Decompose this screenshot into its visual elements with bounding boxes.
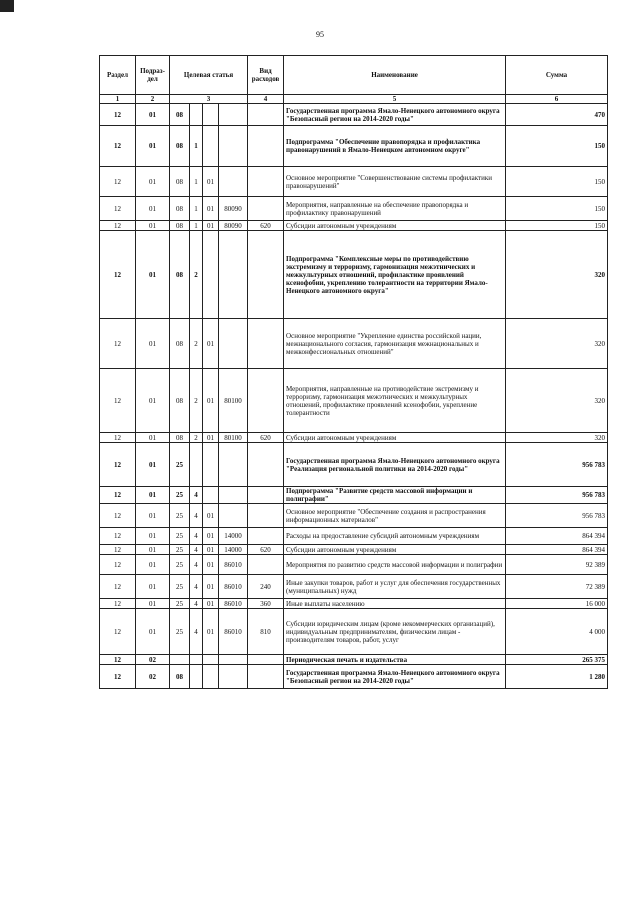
expense-type-cell: 620 [248, 545, 284, 555]
expense-type-cell [248, 104, 284, 126]
table-row [100, 126, 608, 167]
program-code-cell: 25 [170, 487, 190, 504]
program-code-cell: 08 [170, 221, 190, 231]
podrazdel-cell: 01 [136, 609, 170, 655]
table-row [100, 609, 608, 655]
header-tselevaya-statya: Целевая статья [170, 56, 248, 95]
amount-cell: 150 [506, 167, 608, 197]
measure-code-cell: 01 [203, 609, 219, 655]
amount-cell: 150 [506, 221, 608, 231]
name-cell: Государственная программа Ямало-Ненецкого автономного округа "Безопасный регион на 2014-2020 годы" [284, 104, 506, 126]
razdel-cell: 12 [100, 665, 136, 689]
direction-code-cell: 14000 [219, 545, 248, 555]
podrazdel-cell: 01 [136, 319, 170, 369]
header-podrazdel: Подраз- дел [136, 56, 170, 95]
measure-code-cell: 01 [203, 555, 219, 575]
name-cell: Мероприятия по развитию средств массовой информации и полиграфии [284, 555, 506, 575]
podrazdel-cell: 01 [136, 599, 170, 609]
subprogram-code-cell: 4 [190, 528, 203, 545]
measure-code-cell [203, 655, 219, 665]
podrazdel-cell: 01 [136, 197, 170, 221]
direction-code-cell [219, 487, 248, 504]
amount-cell: 320 [506, 231, 608, 319]
razdel-cell: 12 [100, 575, 136, 599]
index-cell: 4 [248, 95, 284, 104]
razdel-cell: 12 [100, 599, 136, 609]
expense-type-cell [248, 443, 284, 487]
expense-type-cell [248, 487, 284, 504]
expense-type-cell [248, 319, 284, 369]
podrazdel-cell: 01 [136, 104, 170, 126]
razdel-cell: 12 [100, 221, 136, 231]
name-cell: Расходы на предоставление субсидий автономным учреждениям [284, 528, 506, 545]
expense-type-cell [248, 231, 284, 319]
podrazdel-cell: 01 [136, 369, 170, 433]
program-code-cell: 25 [170, 575, 190, 599]
podrazdel-cell: 01 [136, 231, 170, 319]
podrazdel-cell: 01 [136, 545, 170, 555]
measure-code-cell: 01 [203, 575, 219, 599]
name-cell: Государственная программа Ямало-Ненецкого автономного округа "Безопасный регион на 2014-2020 годы" [284, 665, 506, 689]
podrazdel-cell: 01 [136, 221, 170, 231]
amount-cell: 4 000 [506, 609, 608, 655]
name-cell: Подпрограмма "Развитие средств массовой информации и полиграфии" [284, 487, 506, 504]
header-naimenovanie: Наименование [284, 56, 506, 95]
subprogram-code-cell: 4 [190, 555, 203, 575]
measure-code-cell: 01 [203, 319, 219, 369]
direction-code-cell [219, 167, 248, 197]
program-code-cell: 08 [170, 104, 190, 126]
measure-code-cell [203, 104, 219, 126]
expense-type-cell: 810 [248, 609, 284, 655]
program-code-cell: 08 [170, 665, 190, 689]
name-cell: Основное мероприятие "Укрепление единства российской нации, межнационального согласия, гармонизация межнациональных и межконфессиональных отношений" [284, 319, 506, 369]
razdel-cell: 12 [100, 545, 136, 555]
subprogram-code-cell: 2 [190, 433, 203, 443]
measure-code-cell: 01 [203, 167, 219, 197]
index-cell: 2 [136, 95, 170, 104]
measure-code-cell: 01 [203, 433, 219, 443]
expense-type-cell [248, 167, 284, 197]
subprogram-code-cell [190, 665, 203, 689]
razdel-cell: 12 [100, 487, 136, 504]
table-row [100, 545, 608, 555]
subprogram-code-cell: 2 [190, 231, 203, 319]
razdel-cell: 12 [100, 504, 136, 528]
table-row [100, 599, 608, 609]
program-code-cell: 08 [170, 126, 190, 167]
name-cell: Основное мероприятие "Обеспечение создания и распространения информационных материалов" [284, 504, 506, 528]
program-code-cell: 25 [170, 443, 190, 487]
table-row [100, 319, 608, 369]
direction-code-cell: 86010 [219, 555, 248, 575]
podrazdel-cell: 01 [136, 555, 170, 575]
razdel-cell: 12 [100, 369, 136, 433]
amount-cell: 956 783 [506, 487, 608, 504]
name-cell: Субсидии юридическим лицам (кроме некоммерческих организаций), индивидуальным предпринимателям, физическим лицам - производителям товаров, работ, услуг [284, 609, 506, 655]
measure-code-cell [203, 443, 219, 487]
subprogram-code-cell: 4 [190, 504, 203, 528]
measure-code-cell: 01 [203, 221, 219, 231]
razdel-cell: 12 [100, 609, 136, 655]
expense-type-cell: 360 [248, 599, 284, 609]
header-vid-raskhodov: Вид расходов [248, 56, 284, 95]
razdel-cell: 12 [100, 104, 136, 126]
program-code-cell: 25 [170, 504, 190, 528]
program-code-cell: 08 [170, 433, 190, 443]
expense-type-cell: 620 [248, 221, 284, 231]
podrazdel-cell: 02 [136, 665, 170, 689]
column-index-row [100, 95, 608, 104]
subprogram-code-cell [190, 443, 203, 487]
subprogram-code-cell: 1 [190, 197, 203, 221]
measure-code-cell [203, 487, 219, 504]
razdel-cell: 12 [100, 319, 136, 369]
program-code-cell: 25 [170, 609, 190, 655]
program-code-cell: 08 [170, 369, 190, 433]
podrazdel-cell: 01 [136, 575, 170, 599]
table-row [100, 504, 608, 528]
expense-type-cell [248, 528, 284, 545]
table-row [100, 369, 608, 433]
podrazdel-cell: 01 [136, 528, 170, 545]
subprogram-code-cell: 4 [190, 609, 203, 655]
direction-code-cell: 86010 [219, 575, 248, 599]
index-cell: 1 [100, 95, 136, 104]
table-row [100, 231, 608, 319]
measure-code-cell: 01 [203, 197, 219, 221]
direction-code-cell [219, 104, 248, 126]
index-cell: 6 [506, 95, 608, 104]
podrazdel-cell: 01 [136, 487, 170, 504]
table-row [100, 443, 608, 487]
amount-cell: 72 389 [506, 575, 608, 599]
name-cell: Государственная программа Ямало-Ненецкого автономного округа "Реализация региональной политики на 2014-2020 годы" [284, 443, 506, 487]
index-cell: 3 [170, 95, 248, 104]
page-number: 95 [316, 30, 324, 39]
direction-code-cell [219, 665, 248, 689]
name-cell: Иные выплаты населению [284, 599, 506, 609]
table-row [100, 655, 608, 665]
name-cell: Подпрограмма "Комплексные меры по противодействию экстремизму и терроризму, гармонизация межэтнических и межкультурных отношений, профилактике проявлений ксенофобии, укреплению толерантности на территории Ямало-Ненецкого автономного округа" [284, 231, 506, 319]
table-row [100, 528, 608, 545]
expense-type-cell [248, 369, 284, 433]
subprogram-code-cell: 2 [190, 369, 203, 433]
subprogram-code-cell: 4 [190, 487, 203, 504]
podrazdel-cell: 01 [136, 443, 170, 487]
direction-code-cell [219, 126, 248, 167]
program-code-cell: 25 [170, 528, 190, 545]
amount-cell: 320 [506, 433, 608, 443]
table-row [100, 665, 608, 689]
table-row [100, 433, 608, 443]
table-row [100, 221, 608, 231]
razdel-cell: 12 [100, 528, 136, 545]
expense-type-cell [248, 504, 284, 528]
program-code-cell: 25 [170, 555, 190, 575]
podrazdel-cell: 01 [136, 126, 170, 167]
program-code-cell: 25 [170, 545, 190, 555]
direction-code-cell: 86010 [219, 599, 248, 609]
program-code-cell: 08 [170, 231, 190, 319]
podrazdel-cell: 01 [136, 167, 170, 197]
expense-type-cell [248, 126, 284, 167]
table-row [100, 555, 608, 575]
measure-code-cell: 01 [203, 504, 219, 528]
razdel-cell: 12 [100, 167, 136, 197]
subprogram-code-cell: 4 [190, 545, 203, 555]
table-row [100, 167, 608, 197]
expense-type-cell [248, 665, 284, 689]
subprogram-code-cell [190, 655, 203, 665]
subprogram-code-cell: 1 [190, 167, 203, 197]
subprogram-code-cell: 4 [190, 599, 203, 609]
direction-code-cell [219, 231, 248, 319]
direction-code-cell: 14000 [219, 528, 248, 545]
amount-cell: 150 [506, 126, 608, 167]
program-code-cell: 08 [170, 197, 190, 221]
expense-type-cell [248, 197, 284, 221]
razdel-cell: 12 [100, 197, 136, 221]
name-cell: Иные закупки товаров, работ и услуг для обеспечения государственных (муниципальных) нужд [284, 575, 506, 599]
amount-cell: 92 389 [506, 555, 608, 575]
table-row [100, 487, 608, 504]
razdel-cell: 12 [100, 231, 136, 319]
direction-code-cell [219, 443, 248, 487]
expense-type-cell [248, 655, 284, 665]
index-cell: 5 [284, 95, 506, 104]
podrazdel-cell: 01 [136, 433, 170, 443]
direction-code-cell: 80090 [219, 197, 248, 221]
subprogram-code-cell [190, 104, 203, 126]
podrazdel-cell: 02 [136, 655, 170, 665]
name-cell: Мероприятия, направленные на обеспечение правопорядка и профилактику правонарушений [284, 197, 506, 221]
amount-cell: 265 375 [506, 655, 608, 665]
direction-code-cell [219, 319, 248, 369]
amount-cell: 320 [506, 319, 608, 369]
budget-table [99, 55, 608, 689]
measure-code-cell: 01 [203, 528, 219, 545]
subprogram-code-cell: 1 [190, 126, 203, 167]
direction-code-cell: 80090 [219, 221, 248, 231]
measure-code-cell [203, 665, 219, 689]
amount-cell: 864 394 [506, 528, 608, 545]
direction-code-cell: 80100 [219, 369, 248, 433]
measure-code-cell: 01 [203, 369, 219, 433]
amount-cell: 956 783 [506, 443, 608, 487]
header-summa: Сумма [506, 56, 608, 95]
direction-code-cell: 86010 [219, 609, 248, 655]
table-row [100, 197, 608, 221]
subprogram-code-cell: 4 [190, 575, 203, 599]
subprogram-code-cell: 1 [190, 221, 203, 231]
direction-code-cell [219, 655, 248, 665]
header-razdel: Раздел [100, 56, 136, 95]
amount-cell: 16 000 [506, 599, 608, 609]
name-cell: Субсидии автономным учреждениям [284, 545, 506, 555]
program-code-cell: 08 [170, 319, 190, 369]
table-row [100, 575, 608, 599]
expense-type-cell [248, 555, 284, 575]
program-code-cell: 08 [170, 167, 190, 197]
amount-cell: 956 783 [506, 504, 608, 528]
expense-type-cell: 620 [248, 433, 284, 443]
program-code-cell [170, 655, 190, 665]
measure-code-cell: 01 [203, 545, 219, 555]
direction-code-cell: 80100 [219, 433, 248, 443]
scan-corner-mark [0, 0, 14, 12]
measure-code-cell [203, 231, 219, 319]
name-cell: Подпрограмма "Обеспечение правопорядка и профилактика правонарушений в Ямало-Ненецком автономном округе" [284, 126, 506, 167]
direction-code-cell [219, 504, 248, 528]
amount-cell: 470 [506, 104, 608, 126]
razdel-cell: 12 [100, 555, 136, 575]
name-cell: Периодическая печать и издательства [284, 655, 506, 665]
amount-cell: 1 280 [506, 665, 608, 689]
razdel-cell: 12 [100, 433, 136, 443]
name-cell: Субсидии автономным учреждениям [284, 221, 506, 231]
subprogram-code-cell: 2 [190, 319, 203, 369]
razdel-cell: 12 [100, 655, 136, 665]
measure-code-cell: 01 [203, 599, 219, 609]
expense-type-cell: 240 [248, 575, 284, 599]
program-code-cell: 25 [170, 599, 190, 609]
measure-code-cell [203, 126, 219, 167]
name-cell: Основное мероприятие "Совершенствование системы профилактики правонарушений" [284, 167, 506, 197]
table-row [100, 104, 608, 126]
razdel-cell: 12 [100, 443, 136, 487]
amount-cell: 864 394 [506, 545, 608, 555]
name-cell: Субсидии автономным учреждениям [284, 433, 506, 443]
amount-cell: 320 [506, 369, 608, 433]
header-row [100, 56, 608, 95]
amount-cell: 150 [506, 197, 608, 221]
podrazdel-cell: 01 [136, 504, 170, 528]
name-cell: Мероприятия, направленные на противодействие экстремизму и терроризму, гармонизация межэтнических и межкультурных отношений, профилактике проявлений ксенофобии, укрепление толерантности [284, 369, 506, 433]
razdel-cell: 12 [100, 126, 136, 167]
